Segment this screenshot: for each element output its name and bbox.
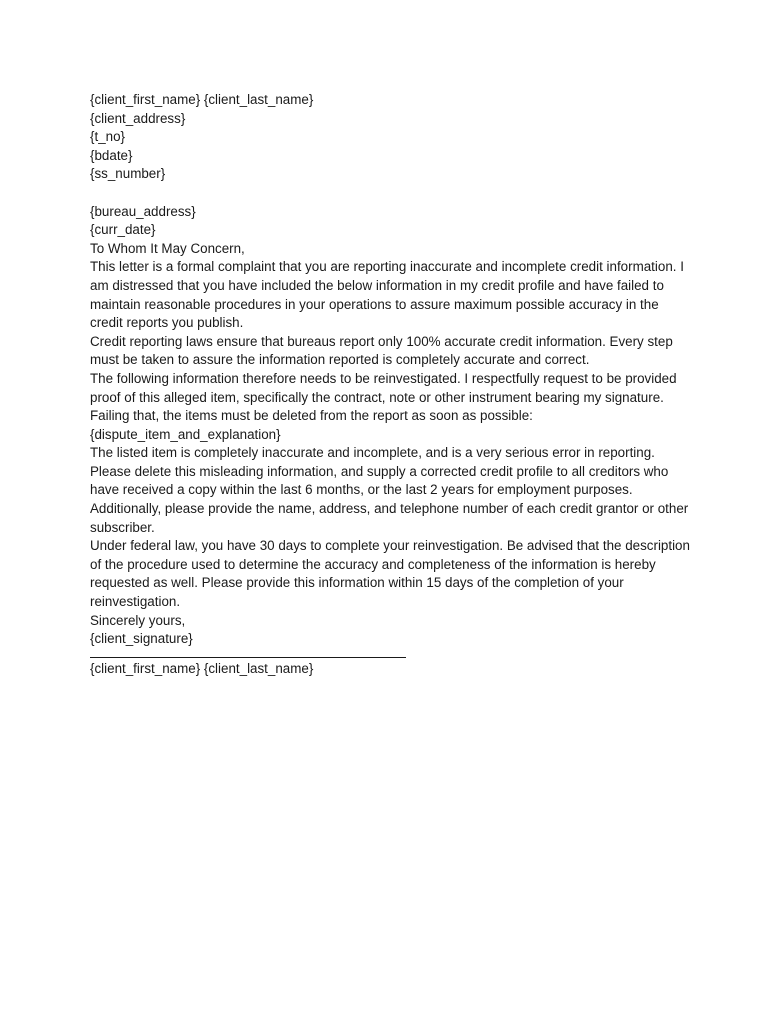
client-phone: {t_no} xyxy=(90,129,126,145)
paragraph-laws: Credit reporting laws ensure that bureaus report only 100% accurate credit information. Every step must be taken to assure the information reported is completely accurate and correct. xyxy=(90,333,673,368)
client-birthdate: {bdate} xyxy=(90,147,133,163)
paragraph-subscriber-info: Additionally, please provide the name, address, and telephone number of each credit grantor or other subscriber. xyxy=(90,501,689,535)
paragraph-federal-law: Under federal law, you have 30 days to complete your reinvestigation. Be advised that the description of the procedure used to determine the accuracy and completeness of the information is hereby requested as well. Please provide this information within 15 days of the completion of your reinvestigation. xyxy=(90,538,690,610)
signature-line xyxy=(90,657,406,658)
salutation: To Whom It May Concern, xyxy=(90,240,245,256)
client-address: {client_address} xyxy=(90,110,186,126)
paragraph-complaint: This letter is a formal complaint that you are reporting inaccurate and incomplete credit information. I am distressed that you have included the below information in my credit profile and have failed to maintain reasonable procedures in your operations to assure maximum possible accuracy in the credit reports you publish. xyxy=(90,259,684,331)
letter-body xyxy=(90,91,690,678)
paragraph-reinvestigation-request: The following information therefore needs to be reinvestigated. I respectfully request to be provided proof of this alleged item, specifically the contract, note or other instrument bearing my signature. Failing that, the items must be deleted from the report as soon as possible: xyxy=(90,370,677,424)
current-date: {curr_date} xyxy=(90,222,156,238)
client-name: {client_first_name} {client_last_name} xyxy=(90,92,314,107)
dispute-item: {dispute_item_and_explanation} xyxy=(90,426,281,442)
closing: Sincerely yours, xyxy=(90,612,186,628)
bureau-address: {bureau_address} xyxy=(90,203,196,219)
client-info-block xyxy=(90,91,690,184)
signature-name: {client_first_name} {client_last_name} xyxy=(90,660,314,676)
paragraph-delete-request: The listed item is completely inaccurate and incomplete, and is a very serious error in reporting. Please delete this misleading information, and supply a corrected credit profile to all creditors who have received a copy within the last 6 months, or the last 2 years for employment purposes. xyxy=(90,445,669,498)
signature-placeholder: {client_signature} xyxy=(90,631,193,647)
client-ssn: {ss_number} xyxy=(90,166,166,182)
